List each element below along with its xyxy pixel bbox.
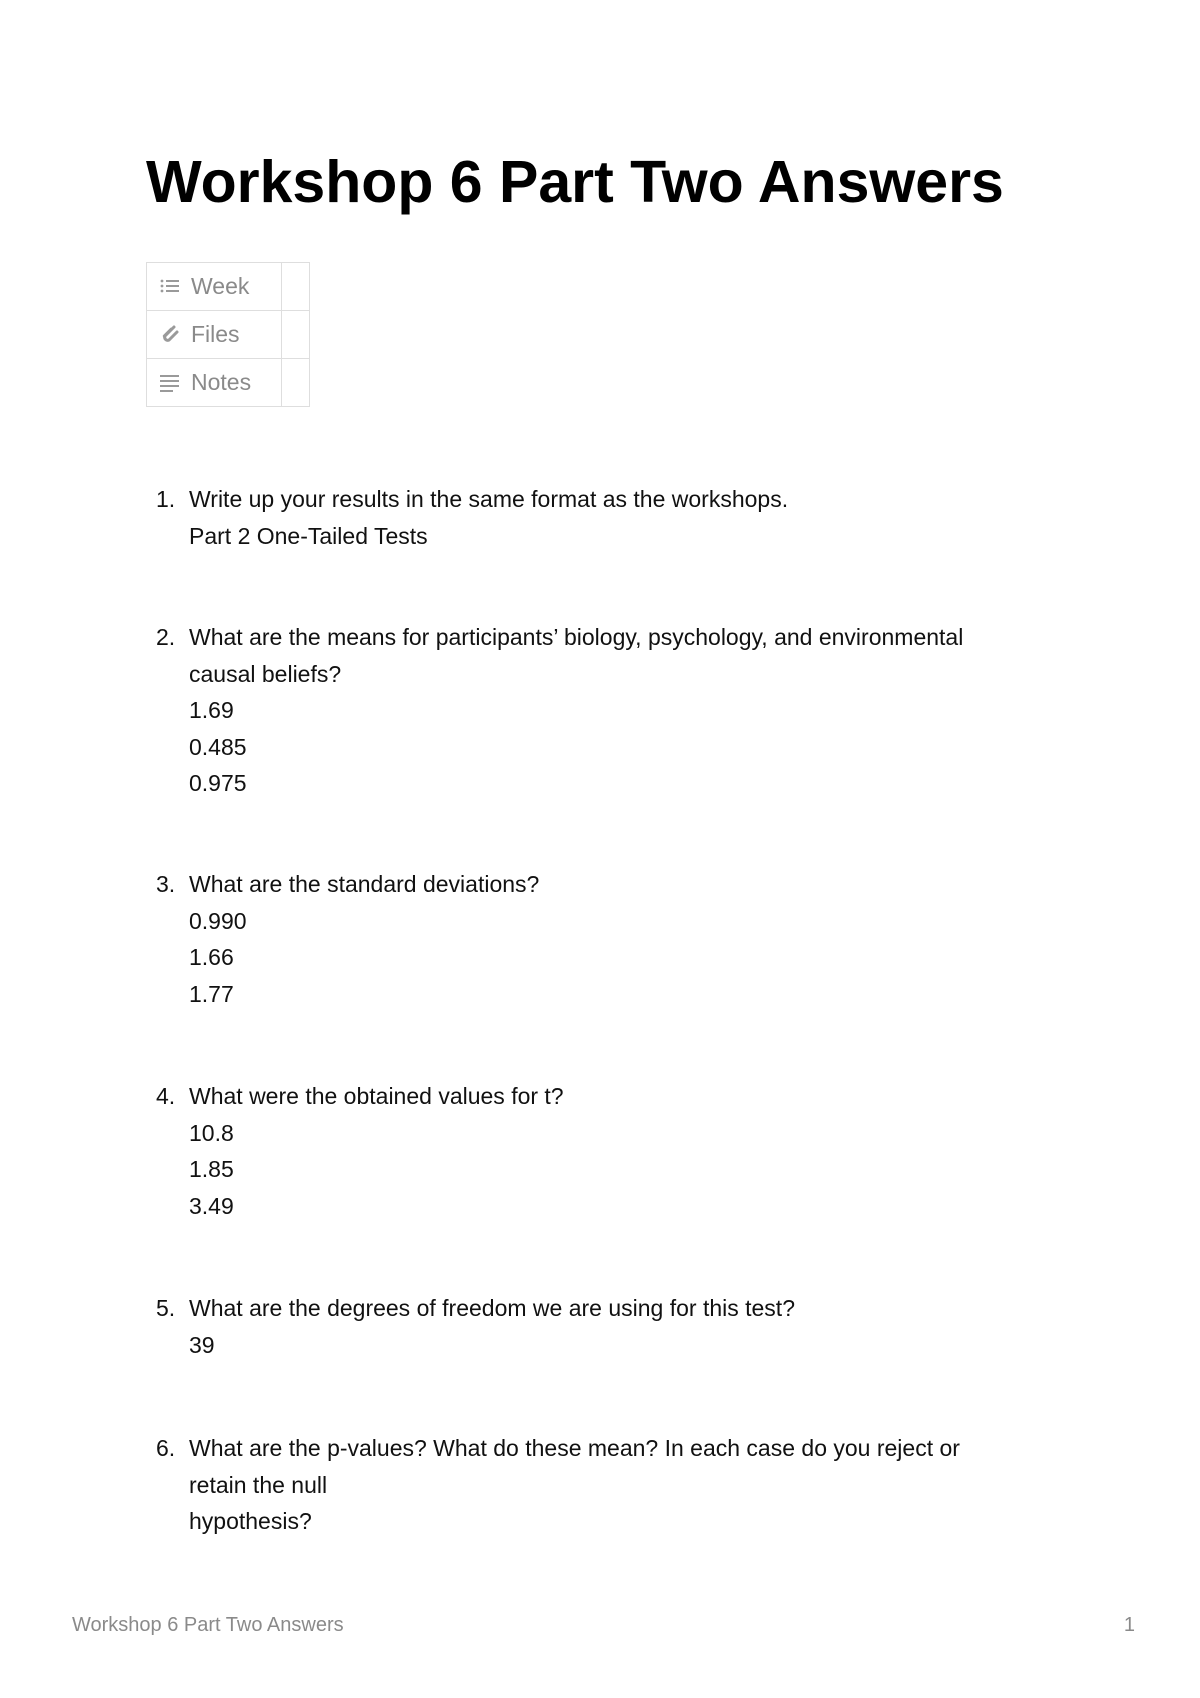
- page-number: 1: [1123, 1614, 1135, 1636]
- answer-text: 3.49: [189, 1192, 234, 1219]
- question-text: hypothesis?: [189, 1508, 312, 1534]
- question-text: What are the p-values? What do these mean? In each case do you reject or: [189, 1435, 960, 1461]
- question-body: [189, 1430, 1056, 1540]
- question-text: Write up your results in the same format as the workshops.: [189, 486, 789, 512]
- property-row-files[interactable]: [147, 311, 310, 359]
- question-text: causal beliefs?: [189, 660, 342, 687]
- question-item: [156, 1290, 1056, 1363]
- footer-title: Workshop 6 Part Two Answers: [72, 1614, 344, 1636]
- answer-text: 0.975: [189, 770, 247, 796]
- question-body: [189, 619, 1056, 802]
- answer-text: Part 2 One-Tailed Tests: [189, 522, 428, 549]
- answer-text: 0.990: [189, 907, 247, 934]
- property-key-week: [147, 263, 282, 311]
- property-row-notes[interactable]: [147, 359, 310, 407]
- property-row-week[interactable]: [147, 263, 310, 311]
- list-icon: [159, 275, 181, 297]
- answer-text: 1.77: [189, 980, 234, 1007]
- property-label-notes: Notes: [191, 369, 252, 395]
- question-text: What were the obtained values for t?: [189, 1083, 564, 1109]
- question-item: [156, 1430, 1056, 1540]
- answer-text: 10.8: [189, 1119, 234, 1146]
- question-item: [156, 619, 1056, 802]
- question-body: [189, 866, 1056, 1012]
- question-text: What are the standard deviations?: [189, 871, 540, 897]
- question-item: [156, 481, 1056, 554]
- answer-text: 39: [189, 1331, 215, 1358]
- question-body: [189, 481, 1056, 554]
- question-number: 1.: [156, 486, 176, 512]
- property-value-week[interactable]: [282, 263, 310, 311]
- property-value-files[interactable]: [282, 311, 310, 359]
- property-key-files: [147, 311, 282, 359]
- answer-text: 0.485: [189, 733, 247, 760]
- question-body: [189, 1078, 1056, 1224]
- answer-text: 1.66: [189, 944, 234, 970]
- answer-text: 1.69: [189, 697, 234, 723]
- answer-text: 1.85: [189, 1156, 234, 1182]
- property-label-files: Files: [191, 321, 240, 347]
- question-number: 5.: [156, 1295, 176, 1321]
- question-text: What are the degrees of freedom we are using for this test?: [189, 1295, 795, 1321]
- properties-table: [146, 262, 310, 407]
- question-body: [189, 1290, 1056, 1363]
- question-item: [156, 866, 1056, 1012]
- question-number: 6.: [156, 1435, 176, 1461]
- question-item: [156, 1078, 1056, 1224]
- property-label-week: Week: [191, 273, 250, 299]
- question-number: 3.: [156, 871, 176, 897]
- paperclip-icon: [159, 323, 181, 345]
- question-number: 4.: [156, 1083, 176, 1109]
- question-text: What are the means for participants’ biology, psychology, and environmental: [189, 624, 964, 650]
- property-value-notes[interactable]: [282, 359, 310, 407]
- page-title: Workshop 6 Part Two Answers: [146, 149, 1004, 215]
- property-key-notes: [147, 359, 282, 407]
- text-lines-icon: [159, 371, 181, 393]
- question-number: 2.: [156, 624, 176, 650]
- question-text: retain the null: [189, 1471, 328, 1498]
